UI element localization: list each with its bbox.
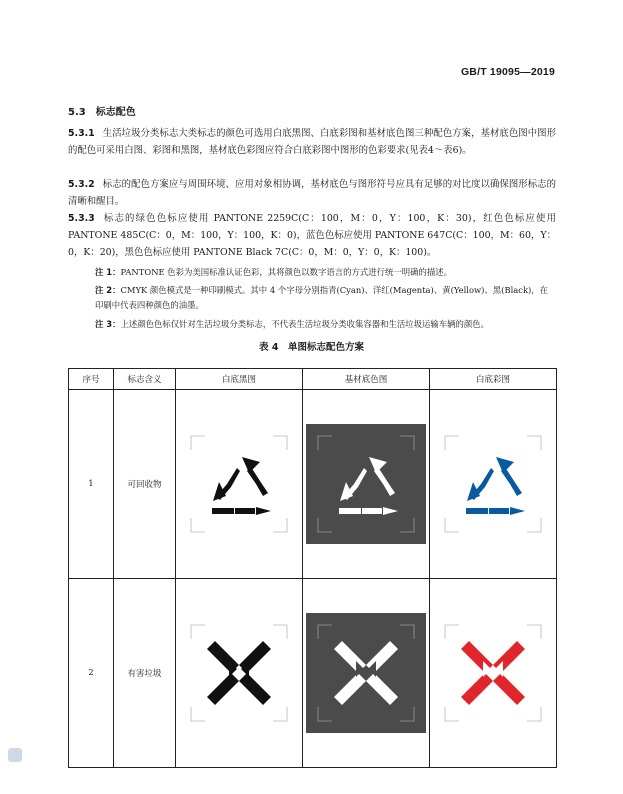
paragraph-text: 标志的绿色色标应使用 PANTONE 2259C(C：100，M：0，Y：100，K：30)，红色色标应使用 PANTONE 485C(C：0，M：100，Y：100，K：0)，蓝色色标应使用 PANTONE 647C(C：100，M：60，Y：0，K：20)，黑色色标应使用 PANTONE Black 7C(C：0，M：0，Y：0，K：100)。 bbox=[68, 213, 556, 258]
section-title: 标志配色 bbox=[95, 107, 136, 118]
hazard-sign-base bbox=[306, 613, 426, 733]
table-row bbox=[69, 579, 557, 768]
paragraph-number: 5.3.1 bbox=[68, 128, 95, 139]
header-white-black: 白底黑图 bbox=[176, 369, 303, 390]
section-heading bbox=[68, 103, 136, 118]
note-label: 注 2： bbox=[95, 285, 121, 295]
recycle-icon bbox=[179, 424, 299, 544]
hazard-cross-icon bbox=[306, 613, 426, 733]
table-caption: 表 4 单图标志配色方案 bbox=[259, 342, 364, 353]
hazard-cross-icon bbox=[433, 613, 553, 733]
note-text: CMYK 颜色模式是一种印刷模式。其中 4 个字母分别指青(Cyan)、洋红(Magenta)、黄(Yellow)、黑(Black)，在印刷中代表四种颜色的油墨。 bbox=[95, 285, 549, 310]
note-3 bbox=[95, 317, 556, 332]
row-index: 1 bbox=[69, 390, 114, 579]
note-text: 上述颜色色标仅针对生活垃圾分类标志，不代表生活垃圾分类收集容器和生活垃圾运输车辆的颜色。 bbox=[120, 319, 489, 329]
row-meaning: 有害垃圾 bbox=[114, 579, 176, 768]
table-row bbox=[69, 390, 557, 579]
color-scheme-table bbox=[68, 368, 557, 768]
paragraph-5-3-1 bbox=[68, 125, 556, 159]
paragraph-number: 5.3.2 bbox=[68, 179, 95, 190]
paragraph-5-3-3 bbox=[68, 210, 556, 261]
row-meaning: 可回收物 bbox=[114, 390, 176, 579]
note-1 bbox=[95, 265, 556, 280]
paragraph-text: 生活垃圾分类标志大类标志的颜色可选用白底黑图、白底彩图和基材底色图三种配色方案，基材底色图中图形的配色可采用白图、彩图和黑图，基材底色彩图应符合白底彩图中图形的色彩要求(见表4～表6)。 bbox=[68, 128, 556, 156]
note-label: 注 1： bbox=[95, 267, 121, 277]
paragraph-number: 5.3.3 bbox=[68, 213, 95, 224]
note-label: 注 3： bbox=[95, 319, 121, 329]
paragraph-text: 标志的配色方案应与周围环境、应用对象相协调，基材底色与图形符号应具有足够的对比度以确保图形标志的清晰和醒目。 bbox=[68, 179, 556, 207]
hazard-cross-icon bbox=[179, 613, 299, 733]
note-2 bbox=[95, 283, 556, 313]
header-index: 序号 bbox=[69, 369, 114, 390]
hazard-sign-black bbox=[179, 613, 299, 733]
section-number: 5.3 bbox=[68, 107, 86, 118]
row-index: 2 bbox=[69, 579, 114, 768]
table-header-row bbox=[69, 369, 557, 390]
recycle-icon bbox=[433, 424, 553, 544]
recycle-sign-color bbox=[433, 424, 553, 544]
standard-code: GB/T 19095—2019 bbox=[460, 66, 555, 78]
recycle-icon bbox=[306, 424, 426, 544]
page-watermark-icon bbox=[8, 748, 22, 762]
recycle-sign-base bbox=[306, 424, 426, 544]
header-base-color: 基材底色图 bbox=[303, 369, 430, 390]
hazard-sign-color bbox=[433, 613, 553, 733]
colored-figure bbox=[466, 457, 525, 515]
header-white-color: 白底彩图 bbox=[430, 369, 557, 390]
paragraph-5-3-2 bbox=[68, 176, 556, 210]
colored-figure bbox=[461, 641, 525, 705]
recycle-sign-black bbox=[179, 424, 299, 544]
header-meaning: 标志含义 bbox=[114, 369, 176, 390]
note-text: PANTONE 色彩为美国标准认证色彩，其将颜色以数字语言的方式进行统一明确的描述。 bbox=[120, 267, 453, 277]
